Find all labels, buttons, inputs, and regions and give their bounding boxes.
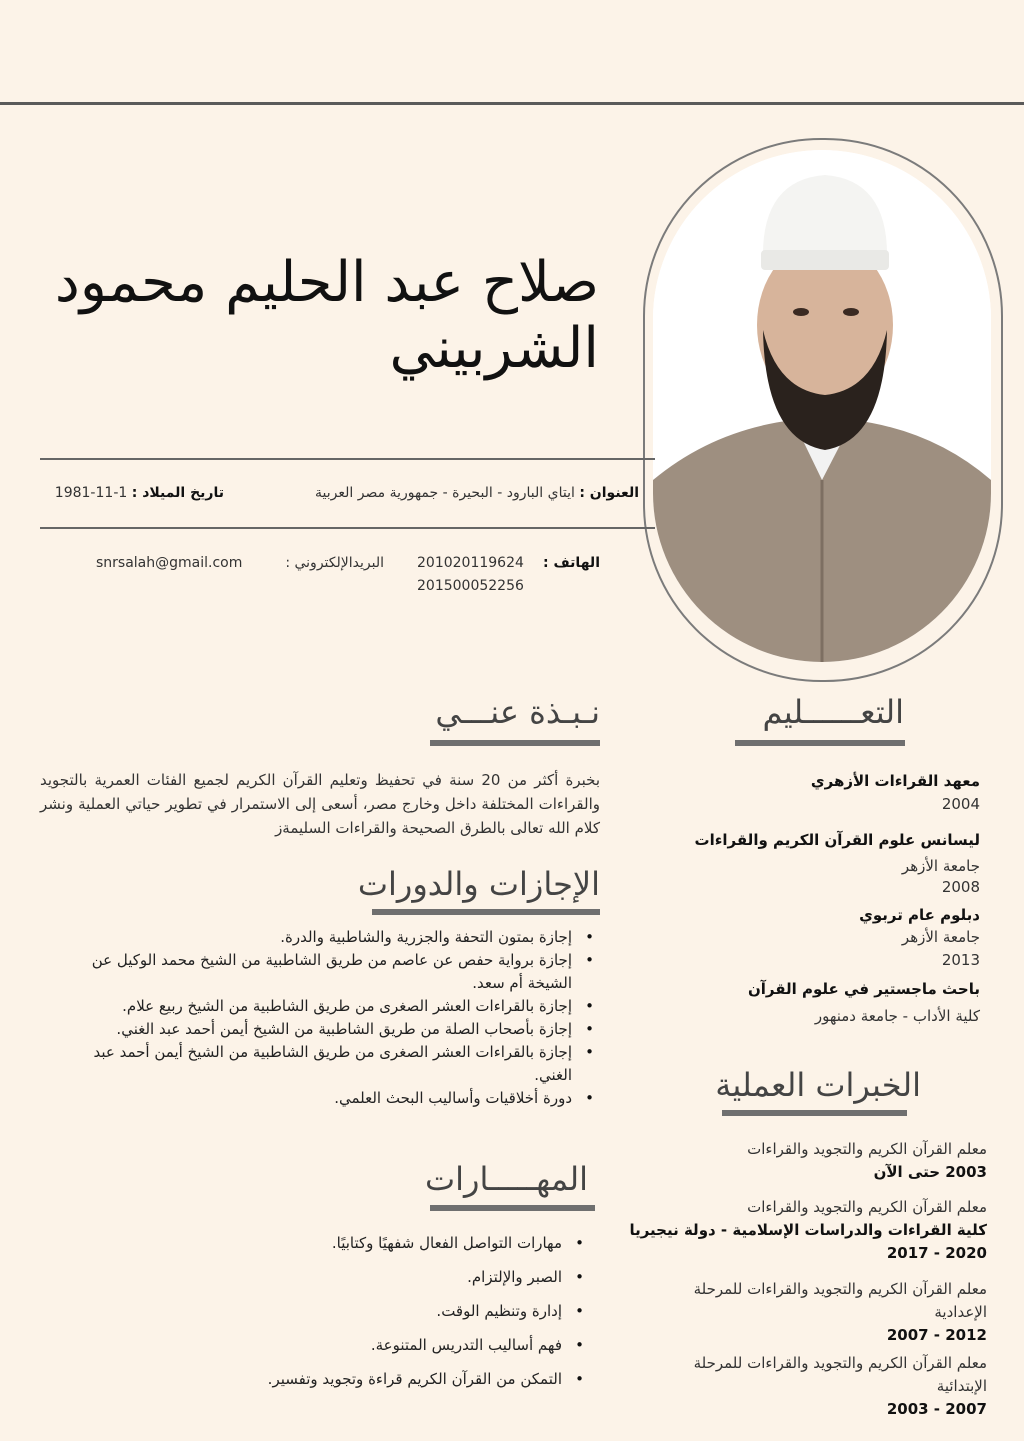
skill-item: • التمكن من القرآن الكريم قراءة وتجويد وتفسير. — [64, 1362, 562, 1396]
skill-item: • إدارة وتنظيم الوقت. — [64, 1294, 562, 1328]
birth-label: تاريخ الميلاد : — [131, 485, 224, 501]
exp-2-period: 2020 - 2017 — [886, 1244, 987, 1262]
edu-3-year: 2013 — [941, 951, 980, 969]
about-title: نـبـذة عنـــي — [435, 693, 600, 731]
phone-1[interactable]: 201020119624 — [417, 555, 524, 571]
about-text: بخبرة أكثر من 20 سنة في تحفيظ وتعليم القرآن الكريم لجميع الفئات العمرية بالتجويد والقراءات المختلفة داخل وخارج مصر، أسعى إلى الاستمرار في تطوير حياتي العملية ونشر كلام الله تعالى بالطرق الصحيحة والقراءات السليمةز — [40, 771, 600, 837]
exp-4-role: معلم القرآن الكريم والتجويد والقراءات للمرحلة الإبتدائية — [693, 1354, 987, 1395]
contact-rule-top — [40, 458, 655, 460]
exp-2-place: كلية القراءات والدراسات الإسلامية - دولة نيجيريا — [629, 1221, 987, 1239]
certificates-title: الإجازات والدورات — [357, 865, 600, 903]
edu-2-year: 2008 — [941, 878, 980, 896]
exp-item-4 — [647, 1352, 987, 1421]
profile-photo — [653, 150, 991, 662]
certificates-underline — [372, 909, 600, 915]
birth-value: 1-11-1981 — [54, 485, 128, 501]
email-link[interactable]: snrsalah@gmail.com — [96, 555, 243, 571]
edu-1-title: معهد القراءات الأزهري — [810, 772, 980, 790]
exp-3-period: 2012 - 2007 — [886, 1326, 987, 1344]
exp-2-role: معلم القرآن الكريم والتجويد والقراءات — [747, 1198, 987, 1216]
about-underline — [430, 740, 600, 746]
phone-2[interactable]: 201500052256 — [417, 578, 524, 594]
edu-2-place: جامعة الأزهر — [901, 857, 980, 875]
email-label: البريدالإلكتروني : — [285, 555, 384, 571]
address — [315, 485, 639, 501]
certificates-list — [86, 926, 594, 1110]
skill-item: • مهارات التواصل الفعال شفهيًا وكتابيًا. — [64, 1226, 562, 1260]
skills-underline — [430, 1205, 595, 1211]
certificate-item: • إجازة بالقراءات العشر الصغرى من طريق الشاطبية من الشيخ ربيع علام. — [86, 995, 572, 1018]
address-label: العنوان : — [579, 485, 639, 501]
edu-3-title: دبلوم عام تربوي — [859, 906, 980, 924]
education-underline — [735, 740, 905, 746]
address-value: ايتاي البارود - البحيرة - جمهورية مصر العربية — [315, 485, 575, 501]
edu-2-title: ليسانس علوم القرآن الكريم والقراءات — [694, 831, 980, 849]
certificate-item: • دورة أخلاقيات وأساليب البحث العلمي. — [86, 1087, 572, 1110]
skills-list — [64, 1226, 584, 1396]
certificate-item: • إجازة بأصحاب الصلة من طريق الشاطبية من الشيخ أيمن أحمد عبد الغني. — [86, 1018, 572, 1041]
name-line-1: صلاح عبد الحليم محمود — [54, 250, 599, 315]
skill-item: • الصبر والإلتزام. — [64, 1260, 562, 1294]
skills-title: المهـــــارات — [425, 1160, 588, 1198]
name-line-2: الشربيني — [389, 316, 599, 381]
edu-4-place: كلية الأداب - جامعة دمنهور — [814, 1007, 980, 1025]
contact-rule-bottom — [40, 527, 655, 529]
full-name — [39, 250, 599, 382]
edu-4-title: باحث ماجستير في علوم القرآن — [747, 980, 980, 998]
certificate-item: • إجازة بالقراءات العشر الصغرى من طريق الشاطبية من الشيخ أيمن أحمد عبد الغني. — [86, 1041, 572, 1087]
skill-item: • فهم أساليب التدريس المتنوعة. — [64, 1328, 562, 1362]
exp-1-role: معلم القرآن الكريم والتجويد والقراءات — [747, 1140, 987, 1158]
exp-3-role: معلم القرآن الكريم والتجويد والقراءات للمرحلة الإعدادية — [693, 1280, 987, 1321]
exp-item-1 — [607, 1138, 987, 1184]
experience-title: الخبرات العملية — [715, 1066, 921, 1104]
experience-underline — [722, 1110, 907, 1116]
top-divider — [0, 102, 1024, 105]
phone-label: الهاتف : — [543, 555, 600, 571]
exp-item-2 — [607, 1196, 987, 1265]
edu-1-year: 2004 — [941, 795, 980, 813]
exp-1-period: 2003 حتى الآن — [873, 1163, 987, 1181]
certificate-item: • إجازة برواية حفص عن عاصم من طريق الشاطبية من الشيخ محمد الوكيل عن الشيخة أم سعد. — [86, 949, 572, 995]
exp-4-period: 2007 - 2003 — [886, 1400, 987, 1418]
edu-3-place: جامعة الأزهر — [901, 928, 980, 946]
certificate-item: • إجازة بمتون التحفة والجزرية والشاطبية والدرة. — [86, 926, 572, 949]
education-title: التعــــــليم — [762, 693, 904, 731]
exp-item-3 — [647, 1278, 987, 1347]
birth-date — [55, 485, 224, 501]
